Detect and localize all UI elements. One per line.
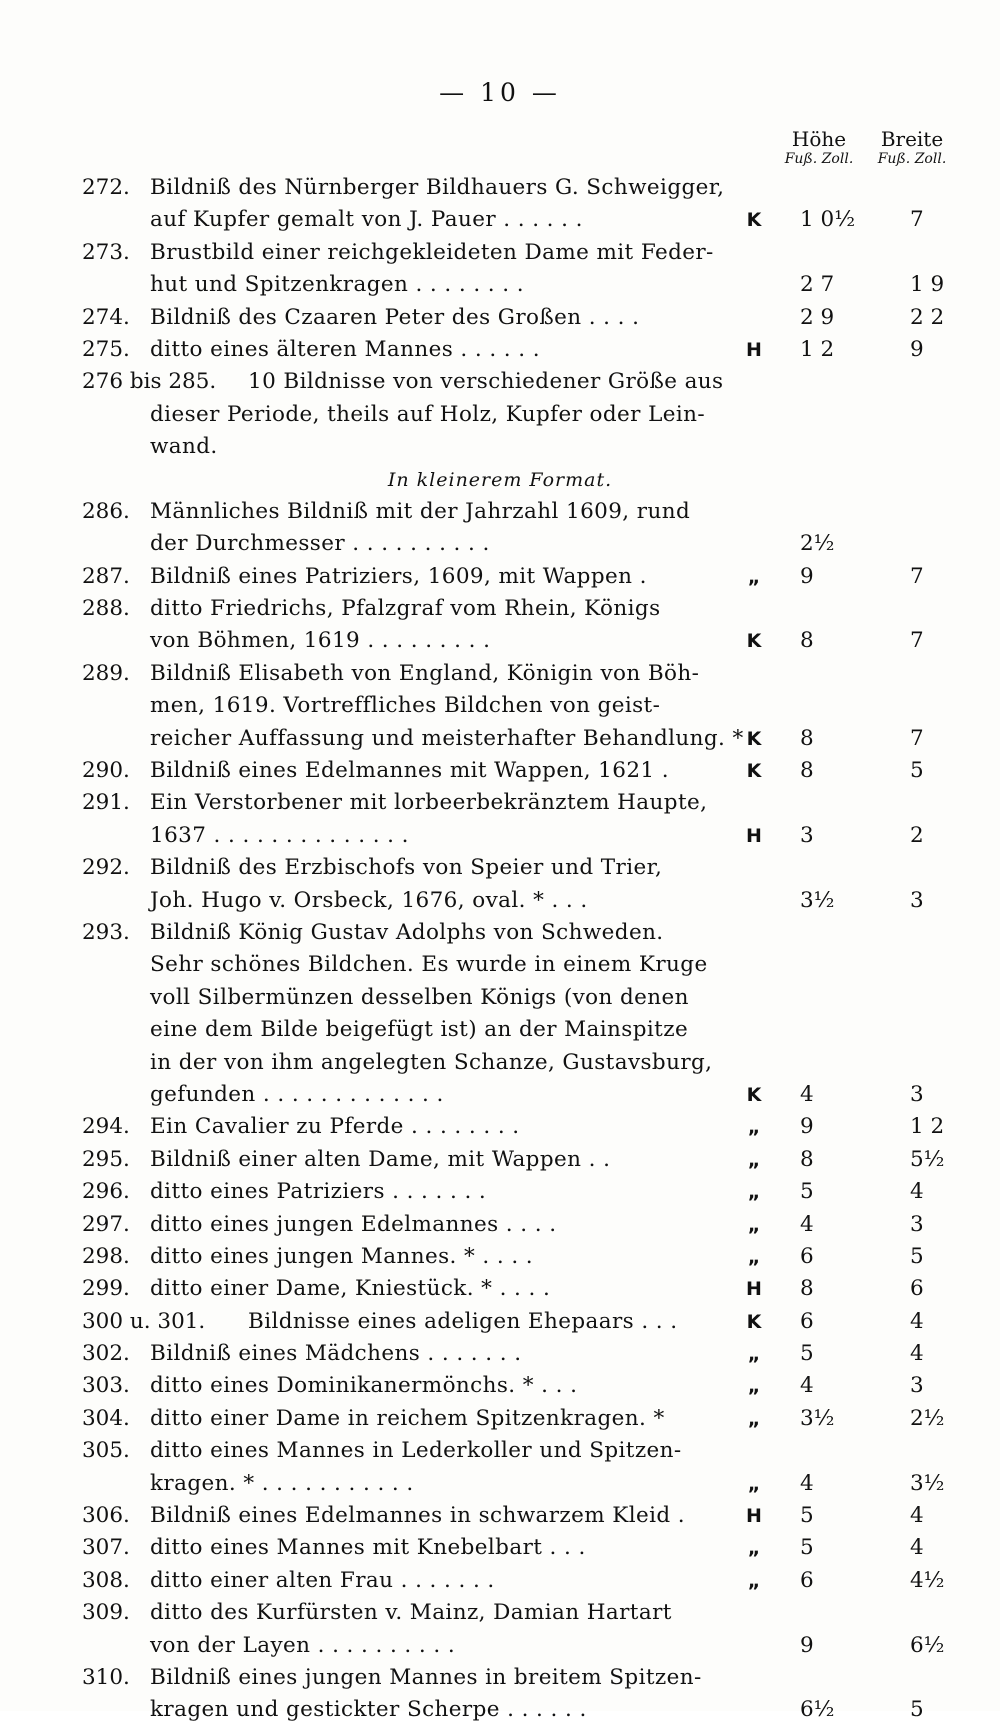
entry-number: 306. [82, 1503, 130, 1529]
height-value: 9 [800, 563, 814, 589]
width-value: 7 [910, 563, 924, 589]
entry-text: Bildniß des Erzbischofs von Speier und Trier, [150, 855, 663, 881]
catalog-entry-line [0, 1597, 1000, 1629]
height-value: 5 [800, 1503, 814, 1529]
column-header-breite [866, 128, 958, 168]
material-mark: H [746, 338, 762, 361]
catalog-entry-line [0, 172, 1000, 204]
height-value: 8 [800, 628, 814, 654]
entry-continuation-line [0, 1468, 1000, 1500]
width-value: 2 2 [910, 304, 945, 330]
entry-text: reicher Auffassung und meisterhafter Behandlung. * [150, 725, 744, 751]
entry-text: Ein Verstorbener mit lorbeerbekränztem Haupte, [150, 790, 708, 816]
entry-number: 274. [82, 304, 130, 330]
material-mark: „ [747, 1181, 761, 1204]
entry-text: Bildniß eines Edelmannes mit Wappen, 1621 . [150, 758, 669, 784]
entry-text: Bildniß einer alten Dame, mit Wappen . . [150, 1146, 611, 1172]
width-value: 2 [910, 822, 924, 848]
entry-text: ditto eines jungen Mannes. * . . . . [150, 1243, 534, 1269]
entry-text: Männliches Bildniß mit der Jahrzahl 1609, rund [150, 498, 691, 524]
entry-number: 303. [82, 1373, 130, 1399]
entry-text: ditto eines jungen Edelmannes . . . . [150, 1211, 557, 1237]
entry-number: 308. [82, 1567, 130, 1593]
entry-number: 310. [82, 1664, 130, 1690]
height-value: 1 2 [800, 336, 835, 362]
entry-continuation-line [0, 723, 1000, 755]
column-header-hoehe-units: Fuß. Zoll. [784, 151, 854, 167]
catalog-entry-line [0, 1111, 1000, 1143]
material-mark: „ [747, 1375, 761, 1398]
material-mark: K [746, 630, 762, 653]
width-value: 7 [910, 207, 924, 233]
catalog-entry-line [0, 561, 1000, 593]
height-value: 2½ [800, 531, 835, 557]
width-value: 4 [910, 1341, 924, 1367]
height-value: 8 [800, 725, 814, 751]
material-mark: „ [747, 1245, 761, 1268]
entry-number: 296. [82, 1179, 130, 1205]
height-value: 5 [800, 1341, 814, 1367]
entry-number: 297. [82, 1211, 130, 1237]
entry-text: 1637 . . . . . . . . . . . . . . [150, 822, 409, 848]
entry-number: 307. [82, 1535, 130, 1561]
catalog-entries [0, 172, 1000, 1727]
entry-text: dieser Periode, theils auf Holz, Kupfer oder Lein- [150, 401, 706, 427]
entry-text: Bildniß eines Mädchens . . . . . . . [150, 1341, 522, 1367]
catalog-entry-line [0, 1338, 1000, 1370]
entry-text: von der Layen . . . . . . . . . . [150, 1632, 456, 1658]
entry-number: 287. [82, 563, 130, 589]
height-value: 3½ [800, 1405, 835, 1431]
height-value: 5 [800, 1535, 814, 1561]
catalog-entry-line [0, 334, 1000, 366]
entry-text: wand. [150, 434, 218, 460]
height-value: 8 [800, 758, 814, 784]
width-value: 5 [910, 1697, 924, 1723]
catalog-entry-line [0, 1273, 1000, 1305]
entry-continuation-line [0, 1630, 1000, 1662]
catalog-entry-line [0, 1209, 1000, 1241]
width-value: 1 2 [910, 1114, 945, 1140]
catalog-entry-line [0, 1500, 1000, 1532]
catalog-entry-line [0, 787, 1000, 819]
entry-text: Bildniß des Nürnberger Bildhauers G. Schweigger, [150, 175, 725, 200]
catalog-entry-line [0, 1532, 1000, 1564]
width-value: 4 [910, 1503, 924, 1529]
height-value: 6 [800, 1308, 814, 1334]
width-value: 6½ [910, 1632, 945, 1658]
entry-text: Bildnisse eines adeligen Ehepaars . . . [248, 1308, 678, 1334]
catalog-entry-line [0, 1306, 1000, 1338]
catalog-entry-line [0, 496, 1000, 528]
entry-number: 302. [82, 1341, 130, 1367]
width-value: 3 [910, 1373, 924, 1399]
width-value: 7 [910, 725, 924, 751]
material-mark: „ [747, 565, 761, 588]
entry-number: 309. [82, 1600, 130, 1626]
entry-text: Bildniß des Czaaren Peter des Großen . . . . [150, 304, 640, 330]
height-value: 6 [800, 1243, 814, 1269]
entry-text: Bildniß eines jungen Mannes in breitem Spitzen- [150, 1664, 702, 1690]
entry-text: eine dem Bilde beigefügt ist) an der Mainspitze [150, 1017, 689, 1043]
entry-number: 298. [82, 1243, 130, 1269]
width-value: 5 [910, 758, 924, 784]
material-mark: H [746, 824, 762, 847]
entry-text: Sehr schönes Bildchen. Es wurde in einem Kruge [150, 952, 708, 978]
catalog-entry-line [0, 237, 1000, 269]
catalog-entry-line [0, 1435, 1000, 1467]
catalog-entry-line [0, 1403, 1000, 1435]
entry-number: 291. [82, 790, 130, 816]
width-value: 9 [910, 336, 924, 362]
entry-number: 273. [82, 239, 130, 265]
entry-text: ditto eines älteren Mannes . . . . . . [150, 336, 540, 362]
width-value: 1 9 [910, 272, 945, 298]
entry-number: 299. [82, 1276, 130, 1302]
entry-continuation-line [0, 528, 1000, 560]
entry-number: 293. [82, 919, 130, 945]
width-value: 7 [910, 628, 924, 654]
material-mark: H [746, 1278, 762, 1301]
entry-continuation-line [0, 1047, 1000, 1079]
entry-number: 305. [82, 1438, 130, 1464]
height-value: 4 [800, 1211, 814, 1237]
material-mark: „ [747, 1569, 761, 1592]
material-mark: K [746, 727, 762, 750]
entry-continuation-line [0, 690, 1000, 722]
entry-continuation-line [0, 431, 1000, 463]
entry-number: 290. [82, 758, 130, 784]
catalog-entry-line [0, 755, 1000, 787]
height-value: 9 [800, 1632, 814, 1658]
catalog-entry-line [0, 1370, 1000, 1402]
catalog-entry-line [0, 1144, 1000, 1176]
entry-text: ditto eines Mannes in Lederkoller und Spitzen- [150, 1438, 682, 1464]
entry-continuation-line [0, 204, 1000, 236]
entry-number: 276 bis 285. [82, 369, 217, 395]
catalog-entry-line [0, 366, 1000, 398]
entry-text: ditto eines Mannes mit Knebelbart . . . [150, 1535, 586, 1561]
entry-continuation-line [0, 820, 1000, 852]
height-value: 2 7 [800, 272, 835, 298]
entry-number: 294. [82, 1114, 130, 1140]
entry-continuation-line [0, 1014, 1000, 1046]
height-value: 8 [800, 1146, 814, 1172]
entry-text: ditto einer Dame, Kniestück. * . . . . [150, 1276, 551, 1302]
height-value: 8 [800, 1276, 814, 1302]
catalog-entry-line [0, 1662, 1000, 1694]
width-value: 3½ [910, 1470, 945, 1496]
catalog-entry-line [0, 852, 1000, 884]
entry-number: 289. [82, 660, 130, 686]
height-value: 3½ [800, 887, 835, 913]
width-value: 3 [910, 1211, 924, 1237]
height-value: 4 [800, 1081, 814, 1107]
column-header-hoehe-title: Höhe [791, 127, 847, 151]
entry-number: 286. [82, 498, 130, 524]
entry-continuation-line [0, 269, 1000, 301]
entry-text: Brustbild einer reichgekleideten Dame mit Feder- [150, 239, 714, 265]
material-mark: „ [747, 1407, 761, 1430]
material-mark: H [746, 1505, 762, 1528]
width-value: 6 [910, 1276, 924, 1302]
entry-number: 300 u. 301. [82, 1308, 206, 1334]
entry-text: ditto des Kurfürsten v. Mainz, Damian Hartart [150, 1600, 672, 1626]
material-mark: K [746, 1310, 762, 1333]
entry-text: men, 1619. Vortreffliches Bildchen von geist- [150, 693, 661, 719]
material-mark: K [746, 760, 762, 783]
entry-text: ditto einer Dame in reichem Spitzenkragen. * [150, 1405, 665, 1431]
entry-text: ditto Friedrichs, Pfalzgraf vom Rhein, Königs [150, 596, 661, 622]
entry-continuation-line [0, 949, 1000, 981]
entry-number: 272. [82, 175, 130, 200]
entry-text: Bildniß Elisabeth von England, Königin von Böh- [150, 660, 700, 686]
entry-number: 292. [82, 855, 130, 881]
entry-continuation-line [0, 982, 1000, 1014]
catalog-entry-line [0, 658, 1000, 690]
entry-text: voll Silbermünzen desselben Königs (von denen [150, 984, 689, 1010]
catalog-entry-line [0, 302, 1000, 334]
column-header-breite-units: Fuß. Zoll. [877, 151, 947, 167]
material-mark: „ [747, 1343, 761, 1366]
material-mark: „ [747, 1213, 761, 1236]
height-value: 6½ [800, 1697, 835, 1723]
entry-text: Bildniß eines Patriziers, 1609, mit Wappen . [150, 563, 647, 589]
width-value: 4½ [910, 1567, 945, 1593]
entry-text: 10 Bildnisse von verschiedener Größe aus [248, 369, 724, 395]
entry-text: Bildniß König Gustav Adolphs von Schweden. [150, 919, 664, 945]
catalog-entry-line [0, 1565, 1000, 1597]
column-header-breite-title: Breite [880, 127, 944, 151]
entry-number: 304. [82, 1405, 130, 1431]
material-mark: „ [747, 1472, 761, 1495]
width-value: 5½ [910, 1146, 945, 1172]
entry-continuation-line [0, 625, 1000, 657]
entry-continuation-line [0, 885, 1000, 917]
entry-number: 275. [82, 336, 130, 362]
height-value: 9 [800, 1114, 814, 1140]
material-mark: K [746, 209, 762, 232]
entry-continuation-line [0, 1079, 1000, 1111]
entry-text: kragen. * . . . . . . . . . . . [150, 1470, 414, 1496]
entry-text: hut und Spitzenkragen . . . . . . . . [150, 272, 524, 298]
entry-text: ditto eines Dominikanermönchs. * . . . [150, 1373, 578, 1399]
width-value: 3 [910, 887, 924, 913]
catalog-entry-line [0, 593, 1000, 625]
entry-number: 295. [82, 1146, 130, 1172]
entry-text: Joh. Hugo v. Orsbeck, 1676, oval. * . . . [150, 887, 588, 913]
width-value: 5 [910, 1243, 924, 1269]
entry-text: Bildniß eines Edelmannes in schwarzem Kleid . [150, 1503, 686, 1529]
catalog-entry-line [0, 1241, 1000, 1273]
entry-text: auf Kupfer gemalt von J. Pauer . . . . . . [150, 207, 583, 233]
height-value: 6 [800, 1567, 814, 1593]
width-value: 4 [910, 1535, 924, 1561]
material-mark: „ [747, 1537, 761, 1560]
height-value: 4 [800, 1470, 814, 1496]
width-value: 3 [910, 1081, 924, 1107]
entry-text: Ein Cavalier zu Pferde . . . . . . . . [150, 1114, 520, 1140]
column-headers [773, 128, 958, 178]
catalog-entry-line [0, 917, 1000, 949]
entry-number: 288. [82, 596, 130, 622]
entry-text: kragen und gestickter Scherpe . . . . . . [150, 1697, 587, 1723]
width-value: 4 [910, 1179, 924, 1205]
height-value: 4 [800, 1373, 814, 1399]
width-value: 4 [910, 1308, 924, 1334]
page-number: — 10 — [439, 78, 561, 107]
entry-continuation-line [0, 399, 1000, 431]
width-value: 2½ [910, 1405, 945, 1431]
entry-text: gefunden . . . . . . . . . . . . . [150, 1081, 444, 1107]
section-subheading: In kleinerem Format. [387, 468, 613, 491]
entry-text: der Durchmesser . . . . . . . . . . [150, 531, 490, 557]
height-value: 1 0½ [800, 207, 856, 233]
height-value: 2 9 [800, 304, 835, 330]
material-mark: „ [747, 1148, 761, 1171]
height-value: 3 [800, 822, 814, 848]
material-mark: K [746, 1083, 762, 1106]
entry-text: ditto eines Patriziers . . . . . . . [150, 1179, 487, 1205]
material-mark: „ [747, 1116, 761, 1139]
entry-text: ditto einer alten Frau . . . . . . . [150, 1567, 495, 1593]
entry-text: in der von ihm angelegten Schanze, Gustavsburg, [150, 1049, 713, 1075]
height-value: 5 [800, 1179, 814, 1205]
column-header-hoehe [773, 128, 865, 168]
catalog-entry-line [0, 1176, 1000, 1208]
entry-text: von Böhmen, 1619 . . . . . . . . . [150, 628, 491, 654]
